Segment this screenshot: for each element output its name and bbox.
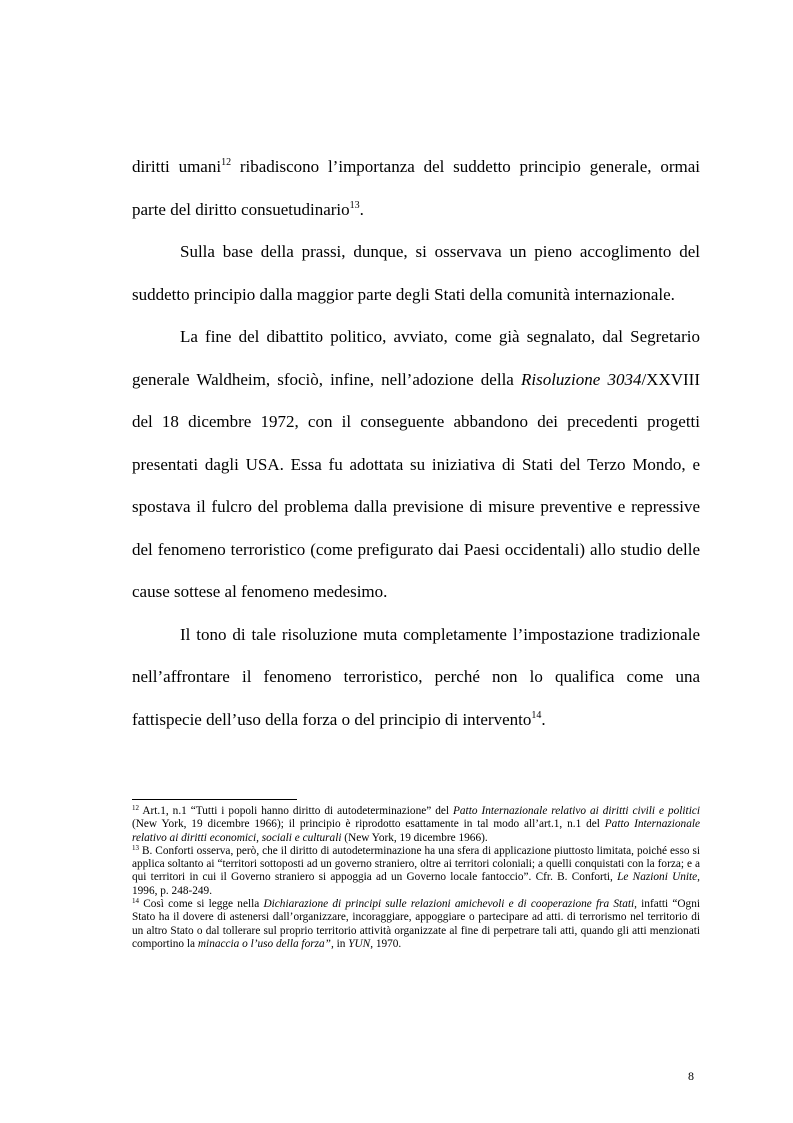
footnote-ref-14[interactable]: 14 bbox=[531, 709, 542, 721]
footnote-number: 13 bbox=[132, 843, 139, 852]
footnote-12: $^{12}$ Art.1, n.1 “Tutti i popoli hanno diritto di autodeterminazione” del Patto Internazionale relativo ai diritti civili e politici (New York, 19 dicembre 1966); il principio è riprodotto esattamente in tal modo all’art.1, n.1 del Patto Internazionale relativo ai diritti economici, sociali e culturali (New York, 19 dicembre 1966). bbox=[132, 804, 700, 844]
footnote-14: $^{14}$ Così come si legge nella Dichiarazione di principi sulle relazioni amichevoli e di cooperazione fra Stati, infatti “Ogni Stato ha il dovere di astenersi dall’organizzare, incoraggiare, appoggiare o partecipare ad atti. di terrorismo nel territorio di un altro Stato o dal tollerare sul proprio territorio attività organizzate al fine di perpetrare tali atti, quando gli atti menzionati comportino la minaccia o l’uso della forza”, in YUN, 1970. bbox=[132, 897, 700, 950]
body-text bbox=[132, 146, 700, 741]
footnotes bbox=[132, 805, 700, 951]
footnote-ref-12[interactable]: 12 bbox=[221, 157, 232, 168]
footnote-separator bbox=[132, 799, 297, 800]
resolution-title: Risoluzione 3034 bbox=[520, 369, 642, 389]
footnote-number: 14 bbox=[132, 897, 139, 906]
footnote-number: 12 bbox=[132, 804, 139, 812]
page-number: 8 bbox=[688, 1069, 694, 1083]
paragraph-1: diritti umani$^{12}$ ribadiscono l’importanza del suddetto principio generale, ormai parte del diritto consuetudinario$^{13}$. bbox=[132, 157, 700, 219]
footnote-ref-13[interactable]: 13 bbox=[349, 199, 360, 211]
paragraph-3: La fine del dibattito politico, avviato, come già segnalato, dal Segretario generale Waldheim, sfociò, infine, nell’adozione della Risoluzione 3034/XXVIII del 18 dicembre 1972, con il conseguente abbandono dei precedenti progetti presentati dagli USA. Essa fu adottata su iniziativa di Stati del Terzo Mondo, e spostava il fulcro del problema dalla previsione di misure preventive e repressive del fenomeno terroristico (come prefigurato dai Paesi occidentali) allo studio delle cause sottese al fenomeno medesimo. bbox=[132, 327, 700, 601]
paragraph-2: Sulla base della prassi, dunque, si osservava un pieno accoglimento del suddetto principio dalla maggior parte degli Stati della comunità internazionale. bbox=[132, 242, 700, 304]
footnote-13: $^{13}$ B. Conforti osserva, però, che il diritto di autodeterminazione ha una sfera di applicazione piuttosto limitata, poiché esso si applica soltanto ai “territori sottoposti ad un governo straniero, oltre ai territori coloniali; a quelli conquistati con la forza; e a qui territori in cui il Governo straniero si appoggia ad un Governo locale fantoccio”. Cfr. B. Conforti, Le Nazioni Unite, 1996, p. 248-249. bbox=[132, 843, 701, 897]
paragraph-4: Il tono di tale risoluzione muta completamente l’impostazione tradizionale nell’affrontare il fenomeno terroristico, perché non lo qualifica come una fattispecie dell’uso della forza o del principio di intervento$^{14}$. bbox=[132, 624, 700, 729]
